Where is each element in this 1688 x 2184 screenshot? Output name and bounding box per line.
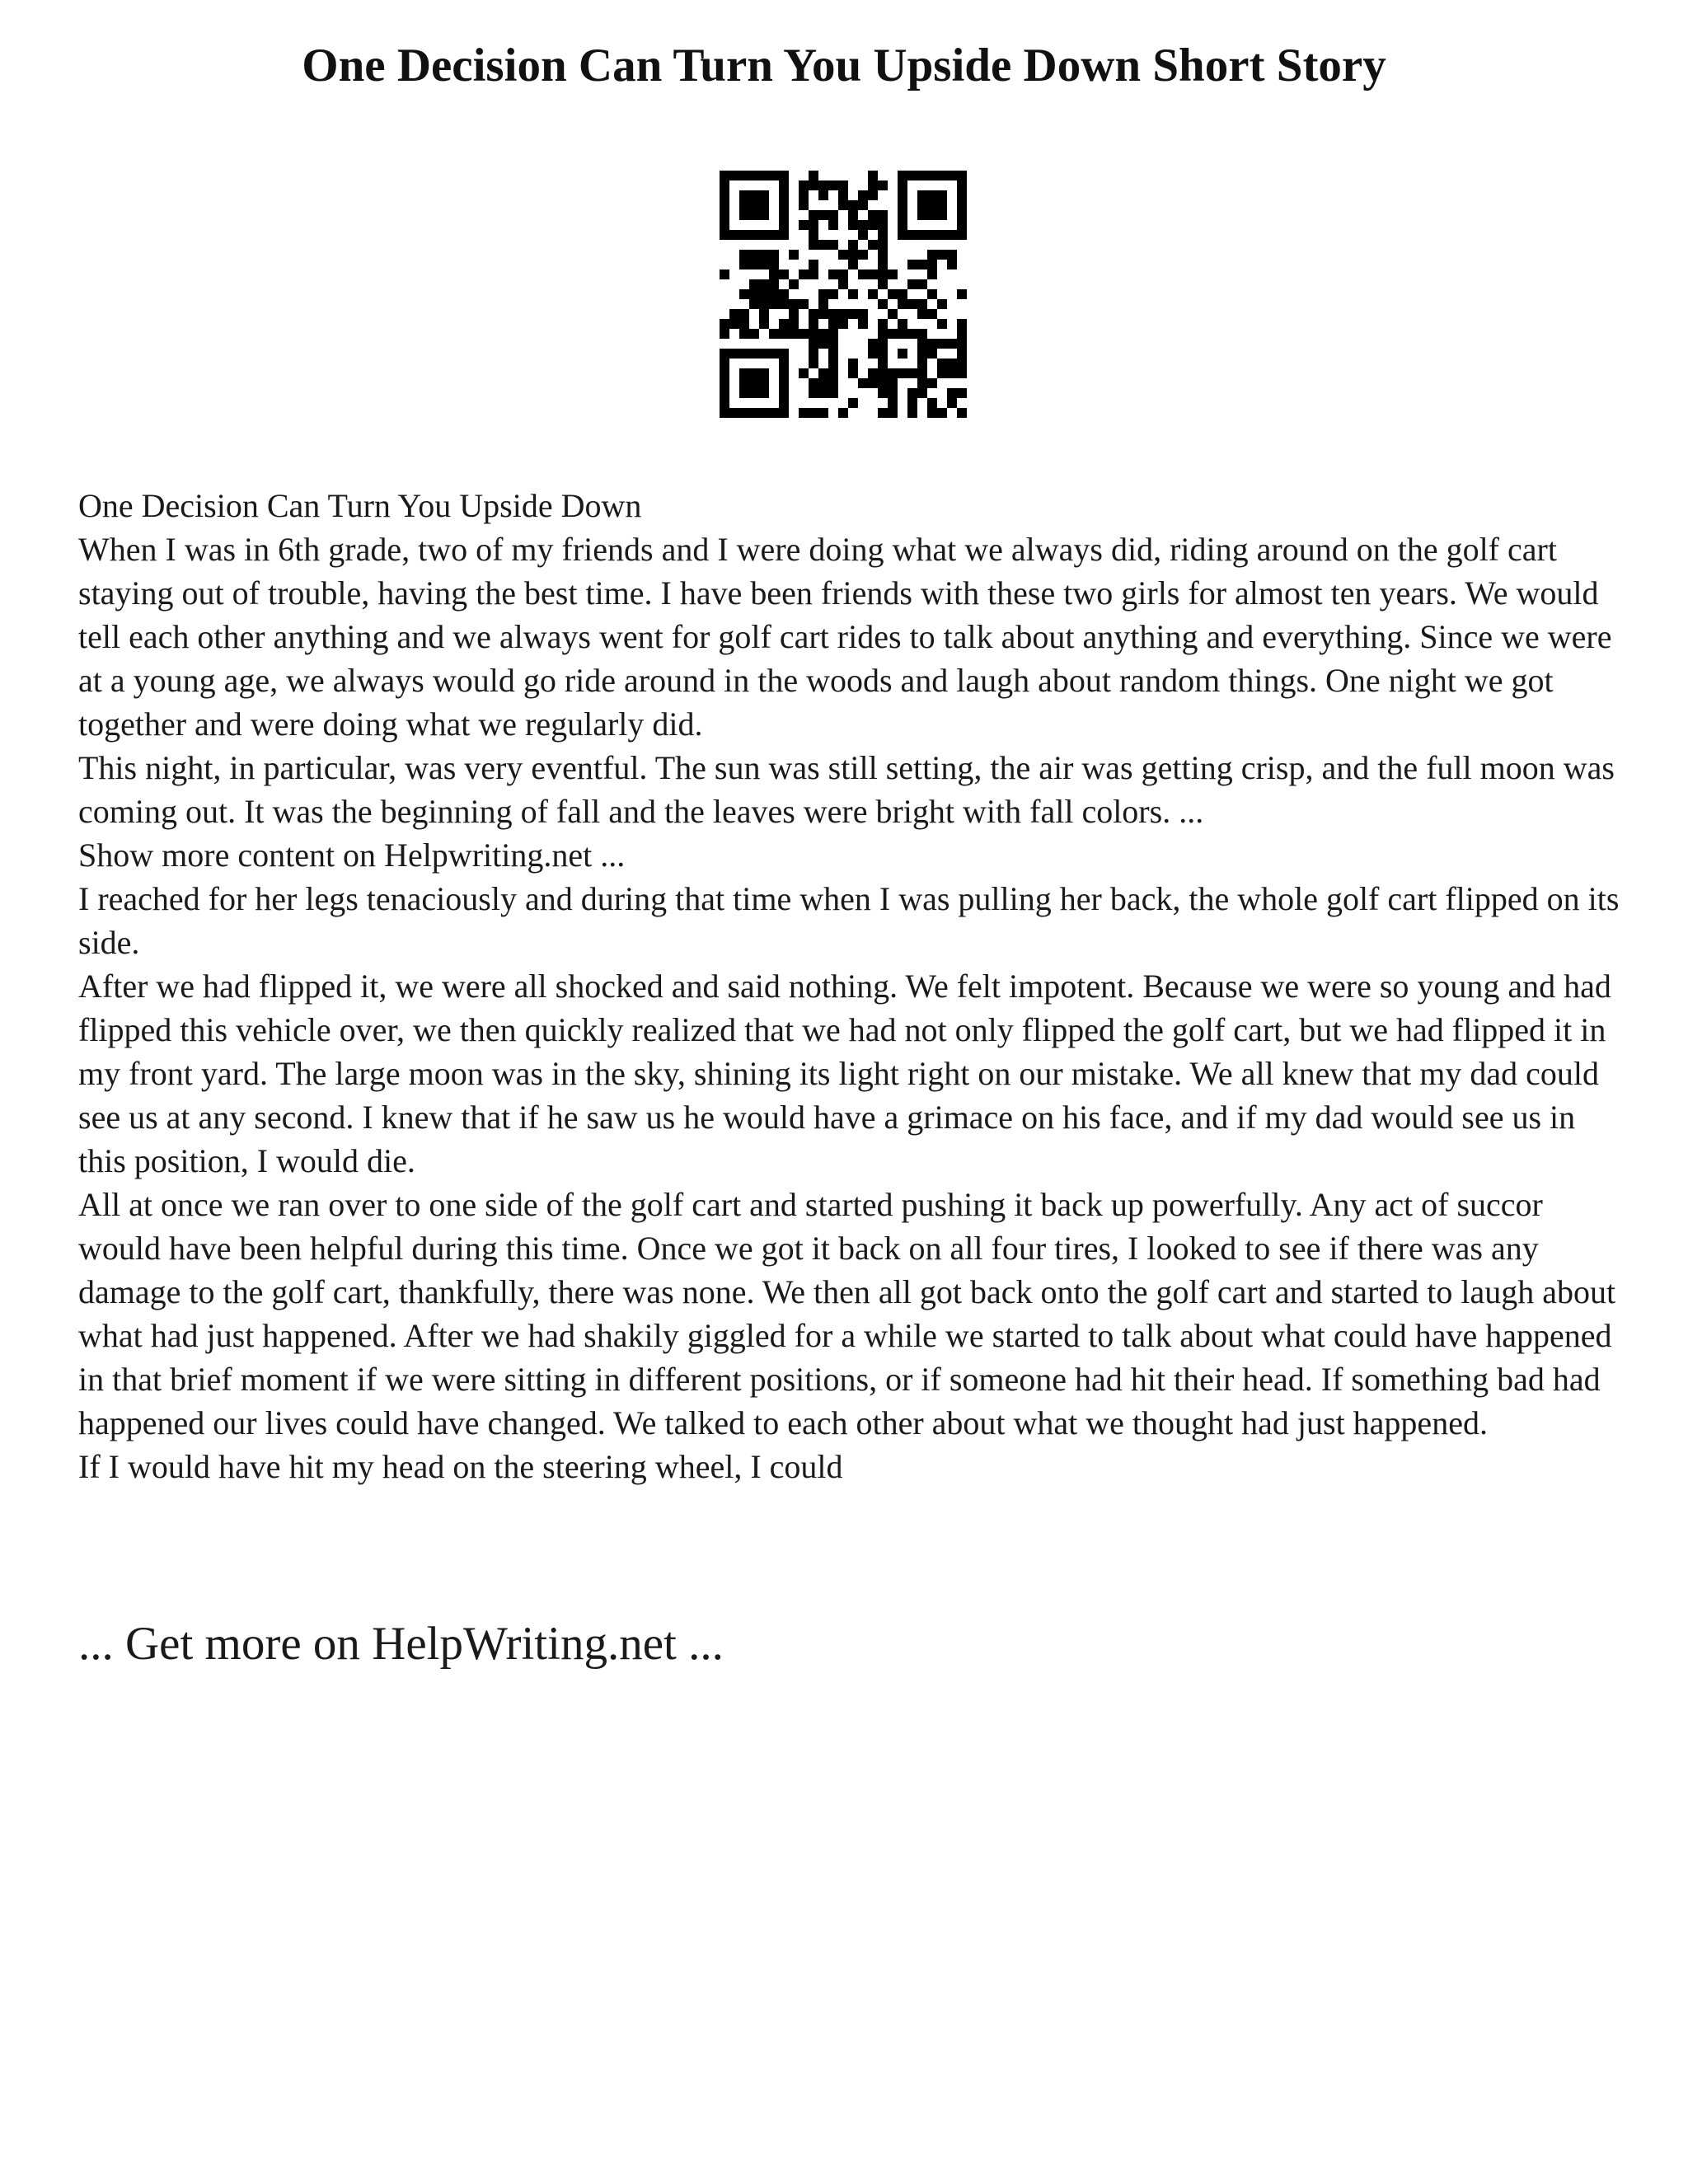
show-more-link[interactable]: Show more content on Helpwriting.net ... (78, 837, 626, 874)
story-paragraph: All at once we ran over to one side of the golf cart and started pushing it back up powerfully. Any act of succor would have been helpful during this time. Once we got it back on all four tires, I looked to see if there was any damage to the golf cart, thankfully, there was none. We then all got back onto the golf cart and started to laugh about what had just happened. After we had shakily giggled for a while we started to talk about what could have happened in that brief moment if we were sitting in different positions, or if someone had hit their head. If something bad had happened our lives could have changed. We talked to each other about what we thought had just happened. (78, 1186, 1616, 1441)
story-heading: One Decision Can Turn You Upside Down (78, 487, 642, 524)
story-paragraph: After we had flipped it, we were all shocked and said nothing. We felt impotent. Because we were so young and had flipped this vehicle over, we then quickly realized that we had not only flipped the golf cart, but we had flipped it in my front yard. The large moon was in the sky, shining its light right on our mistake. We all knew that my dad could see us at any second. I knew that if he saw us he would have a grimace on his face, and if my dad would see us in this position, I would die. (78, 968, 1611, 1179)
story-paragraph: When I was in 6th grade, two of my friends and I were doing what we always did, riding around on the golf cart staying out of trouble, having the best time. I have been friends with these two girls for almost ten years. We would tell each other anything and we always went for golf cart rides to talk about anything and everything. Since we were at a young age, we always would go ride around in the woods and laugh about random things. One night we got together and were doing what we regularly did. (78, 531, 1612, 743)
story-body (78, 484, 1628, 1488)
story-paragraph: This night, in particular, was very eventful. The sun was still setting, the air was getting crisp, and the full moon was coming out. It was the beginning of fall and the leaves were bright with fall colors. ... (78, 749, 1615, 830)
qr-code-icon (720, 171, 967, 418)
get-more-link[interactable]: ... Get more on HelpWriting.net ... (78, 1618, 724, 1670)
story-paragraph: I reached for her legs tenaciously and during that time when I was pulling her back, the whole golf cart flipped on its side. (78, 880, 1620, 961)
story-paragraph: If I would have hit my head on the steering wheel, I could (78, 1448, 843, 1485)
document-title: One Decision Can Turn You Upside Down Short Story (302, 40, 1386, 91)
